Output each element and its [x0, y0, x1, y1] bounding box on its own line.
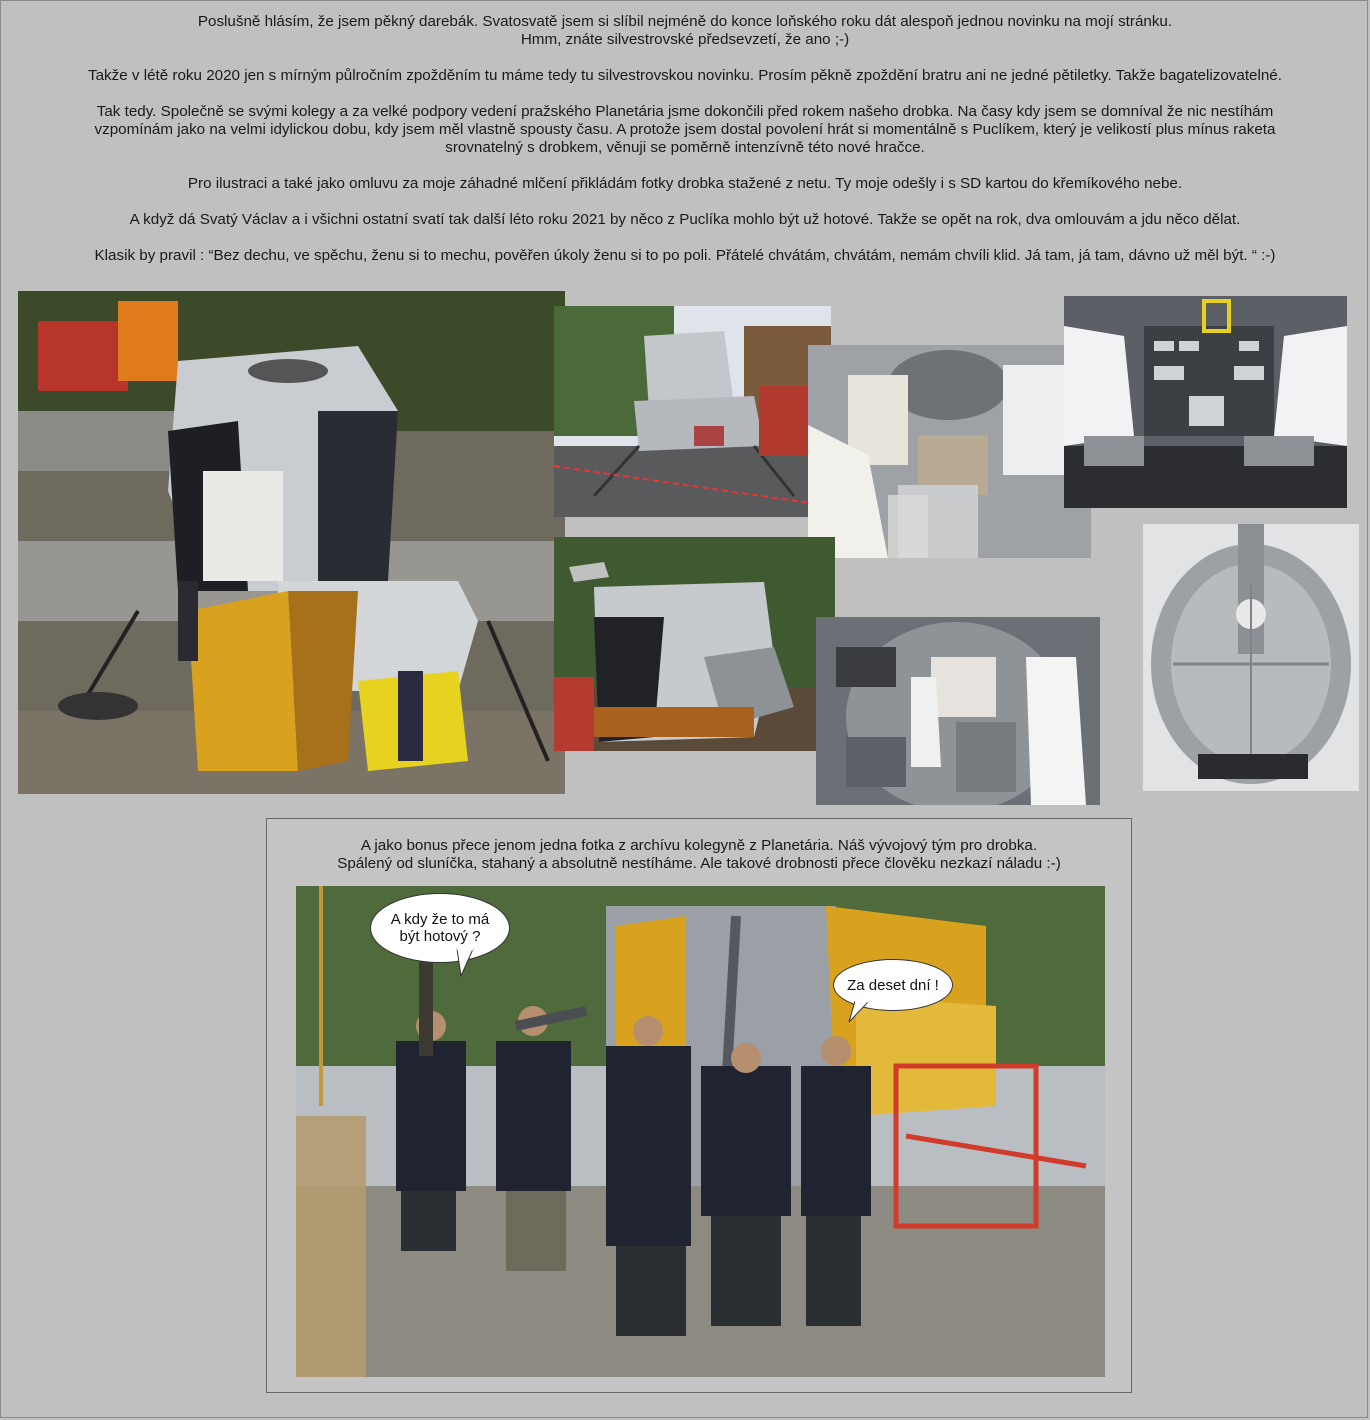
intro-paragraph-3	[14, 103, 1356, 157]
bubble-right-tail	[847, 1001, 871, 1023]
photo-module-exterior	[554, 306, 831, 517]
intro-p3-line2: vzpomínám jako na velmi idylickou dobu, kdy jsem měl vlastně spousty času. A protože jsem dostal povolení hrát si momentálně s Puclíkem, který je velikostí plus mínus raketa	[94, 121, 1276, 138]
bonus-section	[266, 818, 1132, 1393]
intro-paragraph-2: Takže v létě roku 2020 jen s mírným půlročním zpožděním tu máme tedy tu silvestrovskou novinku. Prosím pěkně zpoždění bratru ani ne jedné pětiletky. Takže bagatelizovatelné.	[88, 67, 1282, 84]
intro-paragraph-1	[14, 13, 1356, 49]
speech-bubble-left	[370, 893, 510, 963]
photo-interior-suits	[816, 617, 1100, 805]
intro-p3-line1: Tak tedy. Společně se svými kolegy a za velké podpory vedení pražského Planetária jsme dokončili před rokem našeho drobka. Na časy kdy jsem se domníval že nic nestíhám	[96, 103, 1274, 120]
bubble-left-line-2: být hotový ?	[399, 928, 481, 945]
intro-p3-line3: srovnatelný s drobkem, věnuji se poměrně intenzívně této nové hračce.	[445, 139, 925, 156]
photo-module-interior-hatch	[808, 345, 1091, 558]
bubble-left-tail	[455, 949, 477, 977]
photo-cockpit-panel	[1064, 296, 1347, 508]
bonus-text	[267, 837, 1131, 873]
intro-p1-line1: Poslušně hlásím, že jsem pěkný darebák. Svatosvatě jsem si slíbil nejméně do konce loňského roku dát alespoň jednou novinku na mojí stránku.	[197, 13, 1173, 30]
intro-paragraph-4: Pro ilustraci a také jako omluvu za moje záhadné mlčení přikládám fotky drobka stažené z netu. Ty moje odešly i s SD kartou do křemíkového nebe.	[187, 175, 1183, 192]
bubble-right-text: Za deset dní !	[847, 976, 939, 994]
photo-hatch-detail	[1143, 524, 1359, 791]
intro-p1-line2: Hmm, znáte silvestrovské předsevzetí, že ano ;-)	[520, 31, 850, 48]
intro-text	[14, 13, 1356, 283]
photo-lunar-module-crane	[18, 291, 565, 794]
bubble-left-line-1: A kdy že to má	[390, 911, 490, 928]
intro-paragraph-5: A když dá Svatý Václav a i všichni ostatní svatí tak další léto roku 2021 by něco z Puclíka mohlo být už hotové. Takže se opět na rok, dva omlouvám a jdu něco dělat.	[129, 211, 1241, 228]
intro-paragraph-6: Klasik by pravil : “Bez dechu, ve spěchu, ženu si to mechu, pověřen úkoly ženu si to po poli. Přátelé chvátám, chvátám, nemám chvíli klid. Já tam, já tam, dávno už měl být. “ :-)	[94, 247, 1276, 264]
bonus-line-2: Spálený od sluníčka, stahaný a absolutně nestíháme. Ale takové drobnosti přece člověku nezkazí náladu :-)	[337, 855, 1061, 872]
photo-module-side-view	[554, 537, 835, 751]
bonus-line-1: A jako bonus přece jenom jedna fotka z archívu kolegyně z Planetária. Náš vývojový tým pro drobka.	[360, 837, 1038, 854]
